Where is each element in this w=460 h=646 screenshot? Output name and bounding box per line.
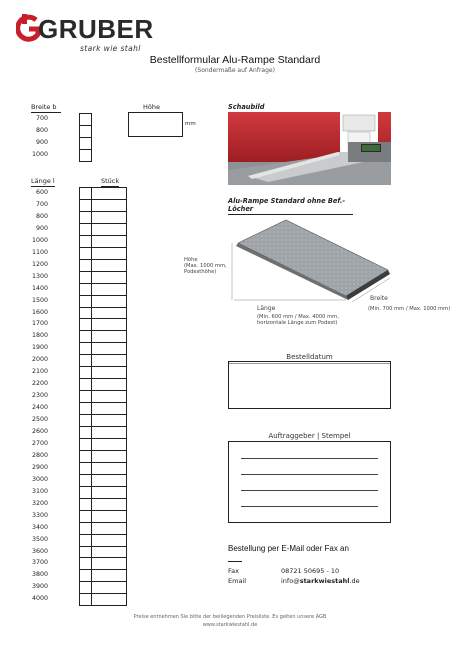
footer-website[interactable]: www.starkwiestahl.de — [202, 622, 258, 628]
laenge-option-label: 2800 — [31, 452, 48, 459]
laenge-option-label: 2400 — [31, 404, 48, 411]
hoehe-label: Höhe — [143, 103, 170, 121]
laenge-option-label: 3600 — [31, 548, 48, 555]
breite-option-label: 800 — [35, 127, 48, 134]
laenge-option-label: 2200 — [31, 380, 48, 387]
fax-label: Fax — [228, 567, 239, 575]
laenge-option-label: 2900 — [31, 464, 48, 471]
email-label: Email — [228, 577, 247, 585]
bestelldatum-label: Bestelldatum — [286, 353, 333, 361]
diagram-breite-label: Breite — [370, 295, 388, 302]
email-prefix: info@ — [281, 577, 300, 585]
schaubild-label: Schaubild — [228, 103, 265, 111]
diagram-laenge-label: Länge — [257, 305, 276, 312]
diagram-laenge-note-2: horizontale Länge zum Podest) — [257, 320, 338, 327]
laenge-option-label: 1700 — [31, 320, 48, 327]
diagram-laenge-note-1: (Min. 600 mm / Max. 4000 mm, — [257, 314, 339, 320]
laenge-option-label: 900 — [35, 225, 48, 232]
hoehe-input-box[interactable] — [128, 112, 183, 137]
laenge-option-label: 1100 — [31, 249, 48, 256]
diagram-breite-note: (Min. 700 mm / Max. 1000 mm) — [368, 306, 451, 312]
laenge-option-label: 1000 — [31, 237, 48, 244]
logo-tagline: stark wie stahl — [80, 44, 141, 53]
laenge-option-label: 1800 — [31, 332, 48, 339]
logo-wordmark: GRUBER — [38, 14, 154, 44]
diagram-hoehe — [184, 257, 227, 276]
ramp-diagram — [228, 210, 393, 310]
laenge-option-label: 3700 — [31, 559, 48, 566]
laenge-option-label: 3900 — [31, 583, 48, 590]
contact-divider — [228, 561, 242, 562]
laenge-option-label: 3500 — [31, 536, 48, 543]
auftraggeber-line — [241, 458, 378, 459]
schaubild-photo — [228, 112, 391, 185]
auftraggeber-line — [241, 506, 378, 507]
form-title: Bestellformular Alu-Rampe Standard — [149, 54, 321, 66]
laenge-option-label: 600 — [35, 189, 48, 196]
laenge-option-label: 700 — [35, 201, 48, 208]
fax-value: 08721 50695 - 10 — [281, 567, 340, 575]
laenge-label: Länge l — [31, 177, 55, 185]
contact-heading: Bestellung per E-Mail oder Fax an — [228, 544, 349, 553]
laenge-option-label: 4000 — [31, 595, 48, 602]
footer-terms: Preise entnehmen Sie bitte der beiliegenden Preisliste. Es gelten unsere AGB — [133, 614, 327, 620]
diagram-hoehe-note-2: Podesthöhe) — [184, 269, 217, 276]
auftraggeber-line — [241, 474, 378, 475]
laenge-option-label: 2000 — [31, 356, 48, 363]
laenge-option-label: 3300 — [31, 512, 48, 519]
laenge-option-label: 2600 — [31, 428, 48, 435]
laenge-option-label: 2700 — [31, 440, 48, 447]
auftraggeber-line — [241, 490, 378, 491]
auftraggeber-box[interactable] — [228, 441, 391, 523]
breite-option-label: 1000 — [31, 151, 48, 158]
bestelldatum-box[interactable] — [228, 361, 391, 409]
diagram-hoehe-note-1: (Max. 1000 mm, — [184, 263, 227, 270]
laenge-option-label: 3100 — [31, 488, 48, 495]
stueck-quantity-input[interactable] — [91, 593, 127, 606]
laenge-option-label: 800 — [35, 213, 48, 220]
diagram-label: Alu-Rampe Standard ohne Bef.-Löcher — [228, 197, 353, 215]
laenge-option-label: 1200 — [31, 261, 48, 268]
laenge-option-label: 3800 — [31, 571, 48, 578]
email-link[interactable] — [281, 577, 360, 585]
hoehe-unit: mm — [185, 121, 196, 127]
breite-label: Breite b — [31, 103, 61, 113]
laenge-option-label: 1400 — [31, 285, 48, 292]
diagram-hoehe-label: Höhe — [184, 257, 198, 263]
email-domain: starkwiestahl — [299, 577, 350, 585]
form-subtitle: (Sondermaße auf Anfrage) — [195, 67, 275, 74]
laenge-option-label: 3400 — [31, 524, 48, 531]
laenge-option-label: 1900 — [31, 344, 48, 351]
stueck-label: Stück — [101, 177, 120, 185]
laenge-option-label: 3200 — [31, 500, 48, 507]
diagram-laenge-note — [257, 314, 339, 326]
breite-checkbox[interactable] — [79, 149, 92, 162]
laenge-option-label: 2100 — [31, 368, 48, 375]
breite-option-label: 900 — [35, 139, 48, 146]
auftraggeber-label: Auftraggeber | Stempel — [268, 432, 351, 440]
laenge-option-label: 3000 — [31, 476, 48, 483]
laenge-option-label: 1500 — [31, 297, 48, 304]
company-logo — [16, 10, 154, 54]
breite-option-label: 700 — [35, 115, 48, 122]
laenge-option-label: 1600 — [31, 309, 48, 316]
laenge-option-label: 2500 — [31, 416, 48, 423]
laenge-option-label: 2300 — [31, 392, 48, 399]
email-suffix: .de — [349, 577, 360, 585]
laenge-option-label: 1300 — [31, 273, 48, 280]
